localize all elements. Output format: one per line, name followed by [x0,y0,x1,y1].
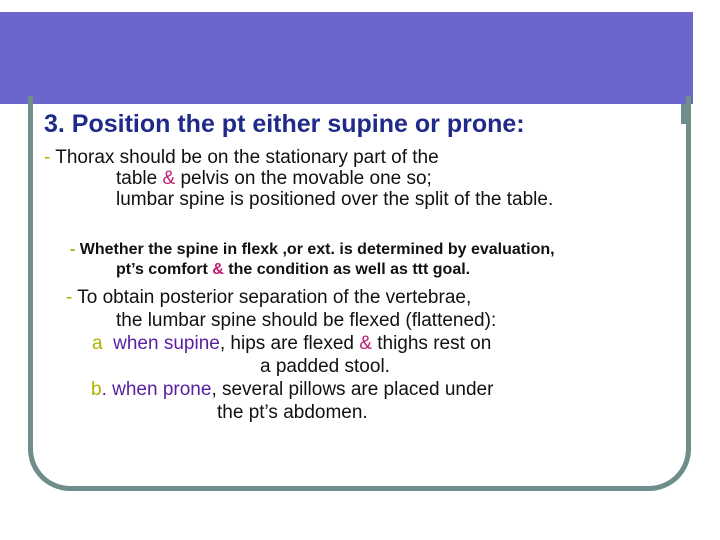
bullet-evaluation [70,240,555,280]
bullet-thorax [44,147,553,210]
bullet-text: the pt’s abdomen. [217,402,368,423]
bullet-text: lumbar spine is positioned over the split of the table. [116,189,554,210]
bullet-text: the lumbar spine should be flexed (flattened): [116,310,497,331]
prone-text: . when prone [101,379,212,400]
slide-title: 3. Position the pt either supine or prone: [44,110,525,138]
bullet-text: thighs rest on [371,333,492,354]
sub-item-letter-b: b [91,379,102,400]
bullet-text: pt’s comfort [116,261,213,278]
bullet-text: Thorax should be on the stationary part of the [50,147,439,168]
bullet-separation [66,286,496,424]
bullet-text: Whether the spine in flexk ,or ext. is determined by evaluation, [75,241,555,258]
bullet-dash: - [44,147,51,168]
bullet-text: , several pillows are placed under [211,379,494,400]
bullet-text: pelvis on the movable one so; [175,168,432,189]
ampersand: & [212,261,224,278]
bullet-text: , hips are flexed [219,333,360,354]
supine-text: when supine [113,333,220,354]
bullet-text: a padded stool. [260,356,390,377]
bullet-dash: - [66,287,73,308]
bullet-text: the condition as well as ttt goal. [223,261,471,278]
bullet-text: table [116,168,163,189]
ampersand: & [162,168,176,189]
sub-item-letter-a: a [92,333,103,354]
header-band [0,12,693,104]
bullet-dash: - [70,241,76,258]
bullet-text: To obtain posterior separation of the vertebrae, [72,287,472,308]
ampersand: & [359,333,372,354]
